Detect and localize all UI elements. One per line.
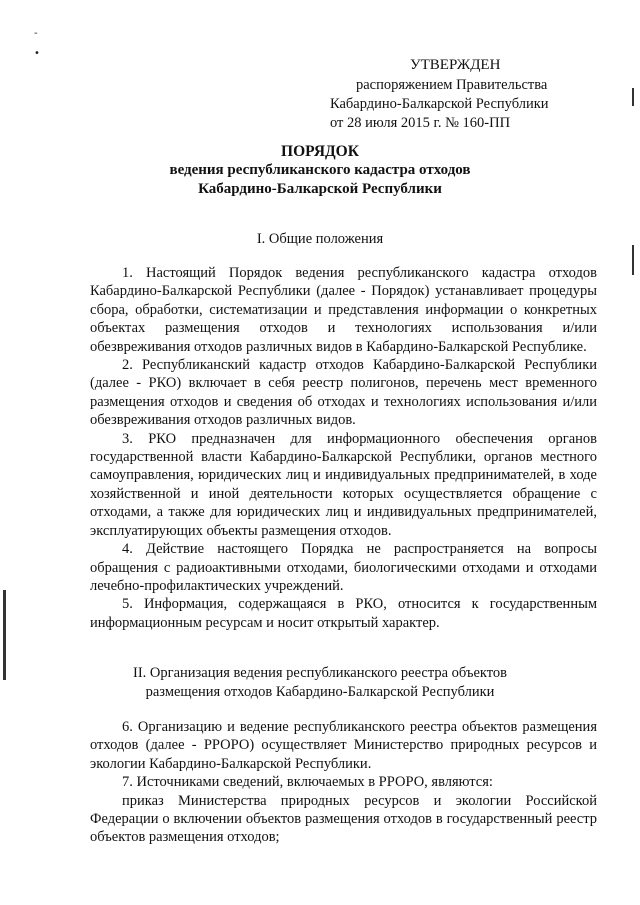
approval-line: Кабардино-Балкарской Республики [330, 96, 549, 112]
approval-line: распоряжением Правительства [356, 77, 548, 93]
section-heading-line: размещения отходов Кабардино-Балкарской Республики [145, 684, 495, 700]
approval-line: от 28 июля 2015 г. № 160-ПП [330, 115, 511, 131]
document-title [0, 142, 640, 199]
section-body [90, 718, 597, 847]
scan-edge-mark [632, 88, 634, 106]
paragraph: 1. Настоящий Порядок ведения республиканского кадастра отходов Кабардино-Балкарской Республики (далее - Порядок) устанавливает процедуры сбора, обработки, систематизации и представления информации о конкретных объектах размещения отходов и технологиях использования и/или обезвреживания отходов различных видов в Кабардино-Балкарской Республике. [90, 265, 597, 355]
paragraph: 7. Источниками сведений, включаемых в РРОРО, являются: [122, 774, 493, 791]
paragraph: 6. Организацию и ведение республиканского реестра объектов размещения отходов (далее - РРОРО) осуществляет Министерство природных ресурсов и экологии Кабардино-Балкарской Республики. [90, 719, 597, 772]
section-heading: I. Общие положения [256, 231, 384, 247]
title-line: Кабардино-Балкарской Республики [198, 181, 442, 197]
scan-speck: • [34, 48, 40, 59]
section-heading [0, 664, 640, 702]
title-line: ведения республиканского кадастра отходов [169, 162, 471, 178]
section-heading-line: II. Организация ведения республиканского реестра объектов [133, 665, 507, 681]
paragraph: 4. Действие настоящего Порядка не распространяется на вопросы обращения с радиоактивными отходами, биологическими отходами и отходами лечебно-профилактических учреждений. [90, 541, 597, 594]
section-body [90, 264, 597, 632]
paragraph: 2. Республиканский кадастр отходов Кабардино-Балкарской Республики (далее - РКО) включает в себя реестр полигонов, перечень мест временного размещения отходов и сведения об отходах и технологиях использования и/или обезвреживания отходов различных видов. [90, 357, 597, 429]
scan-edge-mark [632, 245, 634, 275]
approval-block [330, 56, 600, 133]
approval-heading: УТВЕРЖДЕН [410, 57, 501, 73]
paragraph: 5. Информация, содержащаяся в РКО, относится к государственным информационным ресурсам и носит открытый характер. [90, 596, 597, 631]
title-line: ПОРЯДОК [281, 143, 359, 160]
paragraph: приказ Министерства природных ресурсов и экологии Российской Федерации о включении объектов размещения отходов в государственный реестр объектов размещения отходов; [90, 792, 597, 846]
scan-speck: - [34, 28, 38, 39]
paragraph: 3. РКО предназначен для информационного обеспечения органов государственной власти Кабардино-Балкарской Республики, органов местного самоуправления, юридических лиц и индивидуальных предпринимателей, в ходе хозяйственной и иной деятельности которых осуществляется обращение с отходами, а также для юридических лиц и индивидуальных предпринимателей, эксплуатирующих объекты размещения отходов. [90, 430, 597, 539]
